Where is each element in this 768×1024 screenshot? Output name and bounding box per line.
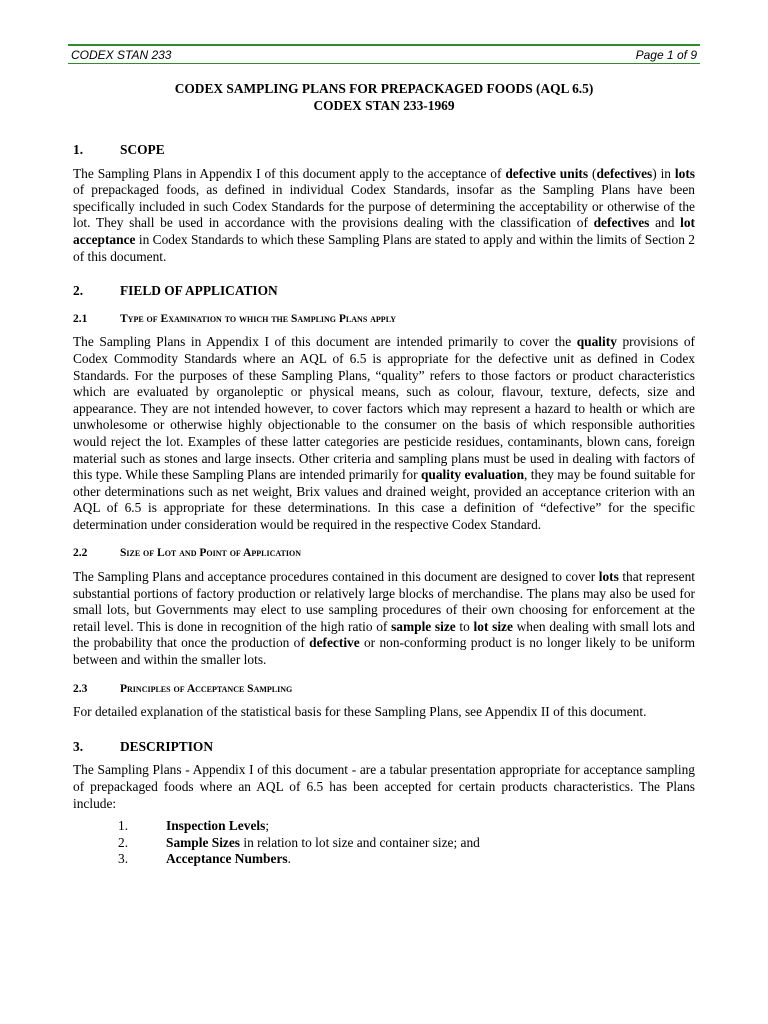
header-page-number: Page 1 of 9: [635, 47, 697, 62]
description-paragraph: The Sampling Plans - Appendix I of this document - are a tabular presentation appropriate for acceptance sampling of prepackaged foods where an AQL of 6.5 has been accepted for certain products characteristics. The Plans include:: [73, 762, 695, 811]
title-line-1: CODEX SAMPLING PLANS FOR PREPACKAGED FOODS (AQL 6.5): [174, 81, 594, 96]
scope-paragraph: The Sampling Plans in Appendix I of this document apply to the acceptance of defective units (defectives) in lots of prepackaged foods, as defined in individual Codex Standards, insofar as the Sampling Plans have been specifically included in such Codex Standards for the purpose of determining the acceptability or otherwise of the lot. They shall be used in accordance with the provisions dealing with the classification of defectives and lot acceptance in Codex Standards to which these Sampling Plans are stated to apply and within the limits of Section 2 of this document.: [73, 165, 695, 264]
page-header: [68, 44, 700, 64]
section-2-1-heading: 2.1 Type of Examination to which the Sampling Plans apply: [73, 312, 397, 325]
list-item: 1. Inspection Levels;: [118, 818, 270, 834]
document-title: [73, 80, 695, 114]
section-2-3-heading: 2.3 Principles of Acceptance Sampling: [73, 682, 293, 695]
list-item: 2. Sample Sizes in relation to lot size and container size; and: [118, 834, 480, 850]
section-3-heading: 3. DESCRIPTION: [73, 738, 214, 754]
principles-paragraph: For detailed explanation of the statistical basis for these Sampling Plans, see Appendix II of this document.: [73, 704, 647, 720]
title-line-2: CODEX STAN 233-1969: [313, 98, 455, 113]
section-2-2-heading: 2.2 Size of Lot and Point of Application: [73, 547, 301, 560]
list-item: 3. Acceptance Numbers.: [118, 851, 291, 867]
header-doc-code: CODEX STAN 233: [71, 47, 172, 62]
section-2-heading: 2. FIELD OF APPLICATION: [73, 283, 278, 299]
section-1-heading: 1. SCOPE: [73, 142, 165, 157]
document-body: [73, 80, 695, 868]
size-of-lot-paragraph: The Sampling Plans and acceptance procedures contained in this document are designed to cover lots that represent substantial portions of factory production or relatively large blocks of merchandise. The plans may also be used for small lots, but Governments may elect to use sampling procedures of their own choosing for enforcement at the retail level. This is done in recognition of the high ratio of sample size to lot size when dealing with small lots and the probability that once the production of defective or non-conforming product is no longer likely to be uniform between and within the smaller lots.: [73, 569, 695, 668]
type-of-examination-paragraph: The Sampling Plans in Appendix I of this document are intended primarily to cover the quality provisions of Codex Commodity Standards where an AQL of 6.5 is appropriate for the defective unit as defined in Codex Standards. For the purposes of these Sampling Plans, “quality” refers to those factors or product characteristics which are evaluated by organoleptic or physical means, such as colour, flavour, texture, defects, size and appearance. They are not intended however, to cover factors which may represent a hazard to health or which are unwholesome or otherwise highly objectionable to the consumer on the basis of which responsible authorities would reject the lot. Examples of these latter categories are pesticide residues, contaminants, blown cans, foreign material such as stones and large insects. Other criteria and sampling plans must be used in dealing with factors of this type. While these Sampling Plans are intended primarily for quality evaluation, they may be found suitable for other determinations such as net weight, Brix values and drained weight, provided an acceptance criterion with an AQL of 6.5 is appropriate for these determinations. In this case a definition of “defective” for the specific determination under consideration would be required in the respective Codex Standard.: [73, 334, 696, 532]
plans-list: [73, 818, 695, 868]
